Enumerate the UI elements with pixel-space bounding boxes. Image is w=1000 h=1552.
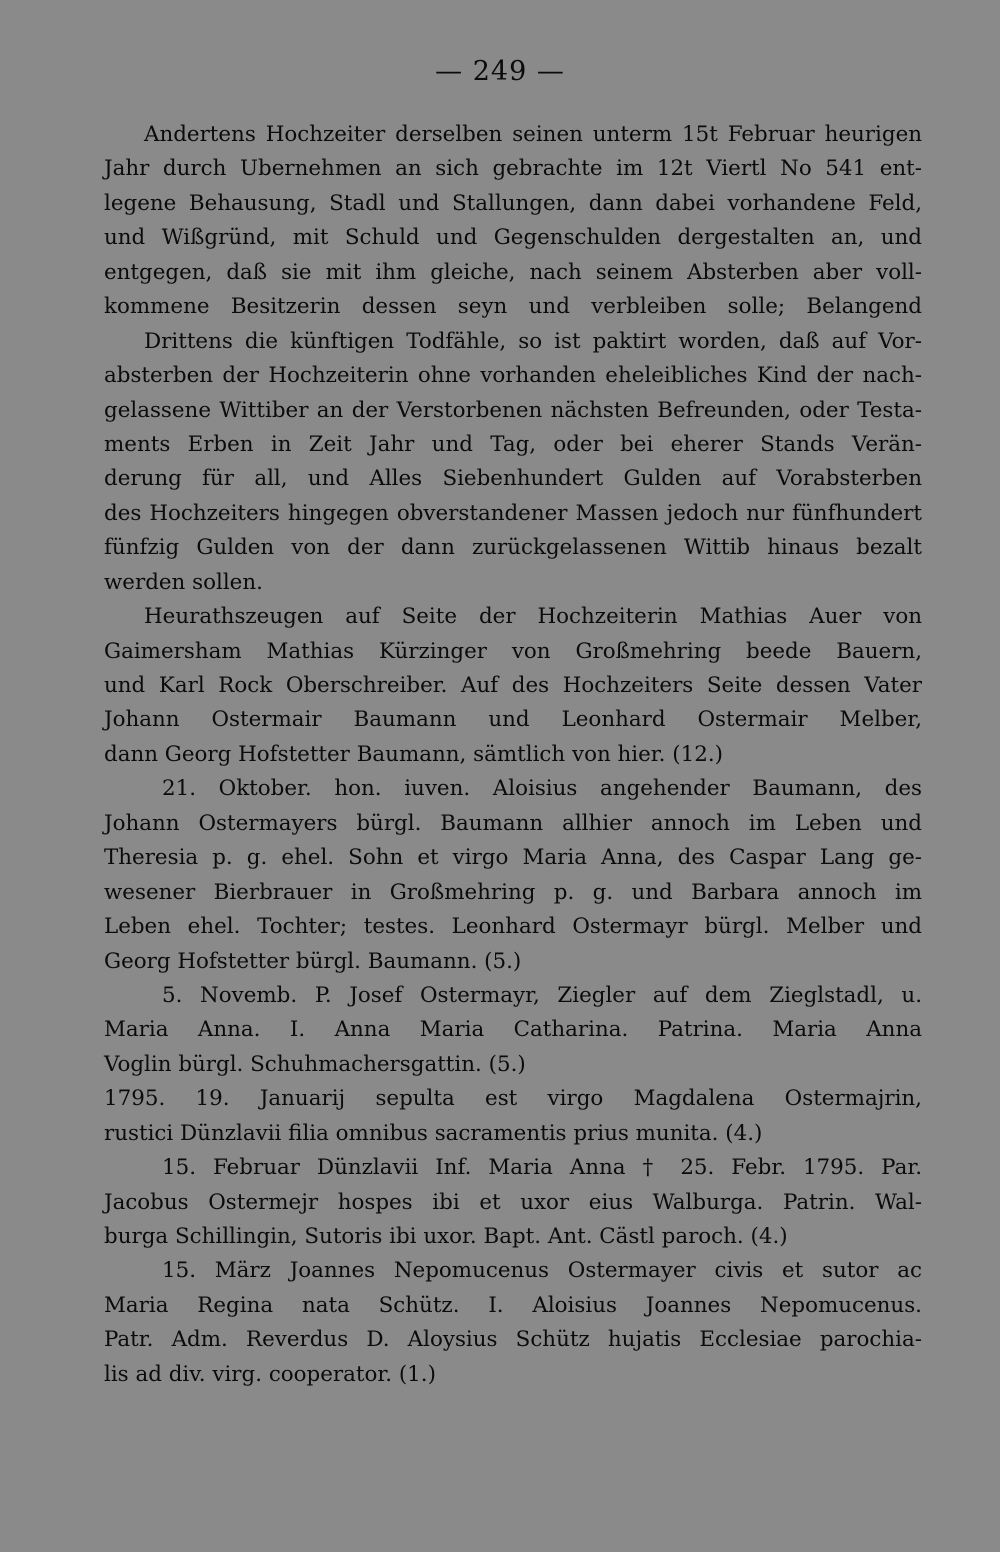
text-line: des Hochzeiters hingegen obverstandener Massen jedoch nur fünfhundert xyxy=(104,500,922,526)
text-line: 21. Oktober. hon. iuven. Aloisius angehender Baumann, des xyxy=(162,776,922,802)
text-line: 15. Februar Dünzlavii Inf. Maria Anna † 25. Febr. 1795. Par. xyxy=(162,1155,922,1181)
text-line: Maria Regina nata Schütz. I. Aloisius Joannes Nepomucenus. xyxy=(104,1292,922,1318)
text-line: Johann Ostermair Baumann und Leonhard Ostermair Melber, xyxy=(104,707,922,733)
text-line: derung für all, und Alles Siebenhundert Gulden auf Vorabsterben xyxy=(104,466,922,492)
text-line: Gaimersham Mathias Kürzinger von Großmehring beede Bauern, xyxy=(104,638,922,664)
text-line: Heurathszeugen auf Seite der Hochzeiterin Mathias Auer von xyxy=(144,604,922,630)
text-line: Maria Anna. I. Anna Maria Catharina. Patrina. Maria Anna xyxy=(104,1017,922,1043)
text-line: lis ad div. virg. cooperator. (1.) xyxy=(104,1361,436,1387)
text-line: 5. Novemb. P. Josef Ostermayr, Ziegler auf dem Zieglstadl, u. xyxy=(162,982,922,1008)
text-line: dann Georg Hofstetter Baumann, sämtlich von hier. (12.) xyxy=(104,741,723,767)
text-line: Drittens die künftigen Todfähle, so ist paktirt worden, daß auf Vor- xyxy=(144,328,922,354)
text-line: burga Schillingin, Sutoris ibi uxor. Bapt. Ant. Cästl paroch. (4.) xyxy=(104,1224,788,1249)
text-line: rustici Dünzlavii filia omnibus sacramentis prius munita. (4.) xyxy=(104,1120,763,1146)
page-number: — 249 — xyxy=(435,56,565,87)
text-line: Georg Hofstetter bürgl. Baumann. (5.) xyxy=(104,948,522,974)
text-line: Leben ehel. Tochter; testes. Leonhard Ostermayr bürgl. Melber und xyxy=(104,914,922,940)
text-line: Jahr durch Ubernehmen an sich gebrachte im 12t Viertl No 541 ent- xyxy=(104,156,922,182)
text-line: Voglin bürgl. Schuhmachersgattin. (5.) xyxy=(104,1051,526,1077)
text-line: 1795. 19. Januarij sepulta est virgo Magdalena Ostermajrin, xyxy=(104,1086,922,1112)
text-line: absterben der Hochzeiterin ohne vorhanden eheleibliches Kind der nach- xyxy=(104,363,922,389)
body-text xyxy=(104,118,922,1392)
text-line: Theresia p. g. ehel. Sohn et virgo Maria Anna, des Caspar Lang ge- xyxy=(104,845,922,871)
text-line: Patr. Adm. Reverdus D. Aloysius Schütz hujatis Ecclesiae parochia- xyxy=(104,1327,922,1353)
text-line: wesener Bierbrauer in Großmehring p. g. und Barbara annoch im xyxy=(104,879,922,905)
text-line: kommene Besitzerin dessen seyn und verbleiben solle; Belangend xyxy=(104,294,922,320)
text-line: ments Erben in Zeit Jahr und Tag, oder bei eherer Stands Verän- xyxy=(104,431,922,457)
text-line: gelassene Wittiber an der Verstorbenen nächsten Befreunden, oder Testa- xyxy=(104,397,922,423)
text-line: Jacobus Ostermejr hospes ibi et uxor eius Walburga. Patrin. Wal- xyxy=(104,1189,922,1215)
text-line: fünfzig Gulden von der dann zurückgelassenen Wittib hinaus bezalt xyxy=(104,535,922,561)
text-line: und Wißgründ, mit Schuld und Gegenschulden dergestalten an, und xyxy=(104,225,922,251)
text-line: Johann Ostermayers bürgl. Baumann allhier annoch im Leben und xyxy=(104,810,922,836)
text-line: und Karl Rock Oberschreiber. Auf des Hochzeiters Seite dessen Vater xyxy=(104,673,922,698)
text-line: 15. März Joannes Nepomucenus Ostermayer civis et sutor ac xyxy=(162,1258,922,1284)
text-line: werden sollen. xyxy=(104,569,263,595)
text-line: entgegen, daß sie mit ihm gleiche, nach seinem Absterben aber voll- xyxy=(104,259,922,285)
text-line: Andertens Hochzeiter derselben seinen unterm 15t Februar heurigen xyxy=(144,122,922,147)
text-line: legene Behausung, Stadl und Stallungen, dann dabei vorhandene Feld, xyxy=(104,190,922,216)
